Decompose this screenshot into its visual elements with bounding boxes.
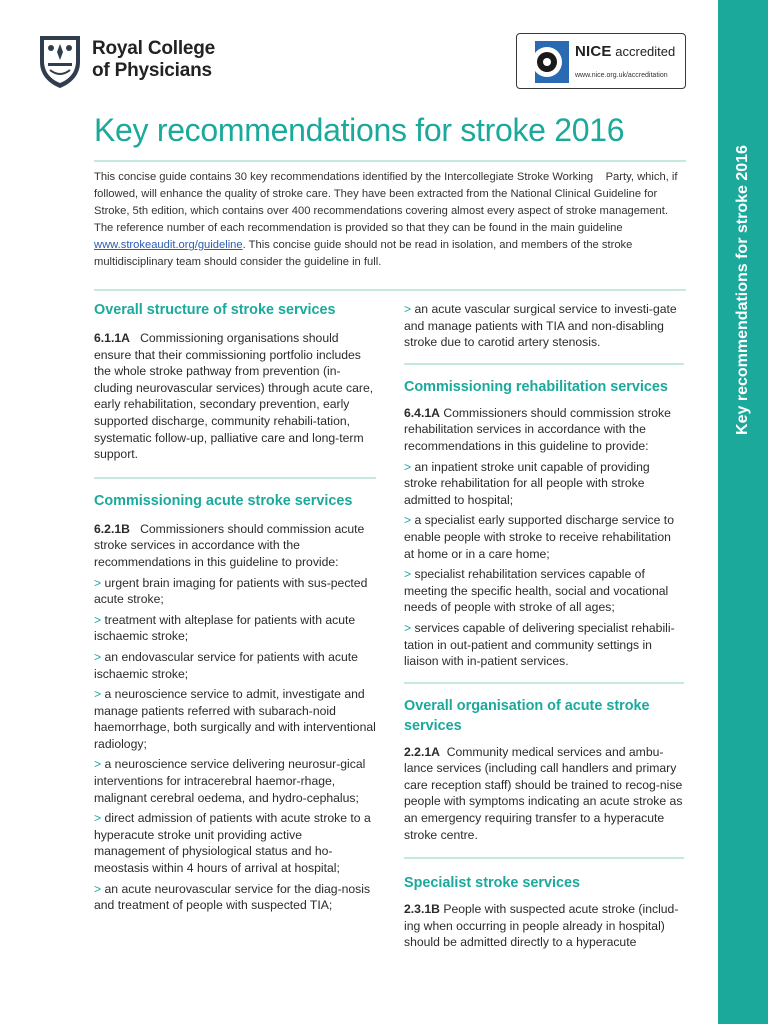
list-item: > services capable of delivering specialist rehabili-tation in out-patient and community settings in liaison with in-patient services.: [404, 620, 675, 669]
rec-text: Commissioning organisations should ensure that their commissioning portfolio includes the whole stroke pathway from prevention (in-cluding neurovascular services) through acute care, early rehabilitation, secondary prevention, early supported discharge, community rehabili-tation, systematic follow-up, palliative care and long-term support.: [94, 331, 374, 462]
section-heading-specialist: Specialist stroke services: [404, 875, 580, 892]
recommendation-6-1-1a: [94, 330, 376, 463]
list-item: > urgent brain imaging for patients with sus-pected acute stroke;: [94, 575, 368, 607]
section-divider: [404, 682, 684, 684]
arrow-icon: >: [94, 612, 102, 627]
intro-divider: [94, 289, 686, 291]
recommendation-2-2-1a: [404, 744, 684, 844]
intro-paragraph: [94, 169, 686, 271]
section-heading-acute-organisation: Overall organisation of acute stroke services: [404, 697, 650, 734]
logo-line-1: Royal College: [92, 38, 216, 59]
section-heading-acute-commissioning: Commissioning acute stroke services: [94, 492, 353, 509]
right-column: [404, 301, 684, 951]
nice-accreditation-badge: [516, 33, 686, 89]
accreditation-url: www.nice.org.uk/accreditation: [575, 72, 668, 79]
left-column: [94, 300, 376, 914]
logo-line-2: of Physicians: [92, 60, 212, 81]
arrow-icon: >: [404, 567, 412, 582]
intro-text-end: . This concise guide should not be read in isolation, and members of the stroke multidisciplinary team should consider the guideline in full.: [94, 239, 633, 268]
list-item: > direct admission of patients with acute stroke to a hyperacute stroke unit providing active management of physiological status and ho-meostasis within 4 hours of arrival at hospital;: [94, 811, 371, 876]
rec-text: Commissioners should commission acute stroke services in accordance with the recommendations in this guideline to provide:: [94, 521, 365, 569]
nice-word: NICE: [575, 43, 612, 60]
list-item: > treatment with alteplase for patients with acute ischaemic stroke;: [94, 612, 356, 644]
list-item: > an inpatient stroke unit capable of providing stroke rehabilitation for all people with stroke admitted to hospital;: [404, 459, 650, 507]
rec-code: 2.3.1B: [404, 902, 440, 917]
arrow-icon: >: [404, 513, 412, 528]
rec-code: 6.4.1A: [404, 405, 440, 420]
arrow-icon: >: [94, 687, 102, 702]
section-divider: [404, 857, 684, 859]
crest-icon: [36, 30, 84, 90]
section-divider: [404, 363, 684, 365]
list-item: > an acute neurovascular service for the diag-nosis and treatment of people with suspected TIA;: [94, 881, 371, 913]
list-item: > a neuroscience service delivering neurosur-gical interventions for intracerebral haemor-rhage, malignant cerebral oedema, and hydro-cephalus;: [94, 757, 366, 805]
arrow-icon: >: [94, 881, 102, 896]
accredited-word: accredited: [615, 44, 676, 59]
arrow-icon: >: [94, 811, 102, 826]
recommendation-6-2-1b: [94, 521, 376, 571]
rec-text: Commissioners should commission stroke rehabilitation services in accordance with the recommendations in this guideline to provide:: [404, 405, 671, 453]
rcp-logo: [36, 30, 215, 90]
arrow-icon: >: [94, 757, 102, 772]
intro-text: This concise guide contains 30 key recommendations identified by the Intercollegiate Stroke Working Party, which, if followed, will enhance the quality of stroke care. They have been extracted from the National Clinical Guideline for Stroke, 5th edition, which contains over 400 recommendations covering almost every aspect of stroke management. The reference number of each recommendation is provided so that they can be found in the main guideline: [94, 171, 678, 234]
title-divider: [94, 160, 686, 162]
list-item: > specialist rehabilitation services capable of meeting the specific health, social and vocational needs of people with stroke of all ages;: [404, 567, 669, 615]
list-item: > an acute vascular surgical service to investi-gate and manage patients with TIA and non-disabling stroke due to carotid artery stenosis.: [404, 302, 677, 350]
sidebar-title: Key recommendations for stroke 2016: [734, 145, 751, 435]
nice-accreditation-icon: [525, 41, 569, 83]
guideline-link[interactable]: www.strokeaudit.org/guideline: [94, 239, 243, 251]
section-heading-overall-structure: Overall structure of stroke services: [94, 302, 336, 318]
arrow-icon: >: [94, 649, 102, 664]
sidebar-band: [718, 0, 768, 1024]
list-item: > an endovascular service for patients with acute ischaemic stroke;: [94, 649, 358, 681]
arrow-icon: >: [94, 575, 102, 590]
arrow-icon: >: [404, 459, 412, 474]
list-item: > a specialist early supported discharge service to enable people with stroke to receive rehabilitation at home or in a care home;: [404, 513, 674, 561]
arrow-icon: >: [404, 620, 412, 635]
rec-text: People with suspected acute stroke (includ-ing when occurring in people already in hospital) should be admitted directly to a hyperacute: [404, 902, 679, 950]
section-heading-rehab-commissioning: Commissioning rehabilitation services: [404, 378, 668, 395]
rec-code: 2.2.1A: [404, 744, 440, 759]
rec-code: 6.1.1A: [94, 331, 130, 345]
section-divider: [94, 477, 376, 479]
page-title: Key recommendations for stroke 2016: [94, 112, 625, 148]
recommendation-2-3-1b: [404, 901, 684, 951]
list-item: > a neuroscience service to admit, investigate and manage patients referred with subarach-noid haemorrhage, both surgically and with interventional radiology;: [94, 687, 376, 751]
arrow-icon: >: [404, 302, 412, 316]
rec-code: 6.2.1B: [94, 521, 130, 536]
recommendation-6-4-1a: [404, 405, 684, 455]
rec-text: Community medical services and ambu-lance services (including call handlers and primary care reception staff) should be trained to recog-nise people with symptoms indicating an acute stroke as an emergency requiring transfer to a hyperacute stroke centre.: [404, 744, 683, 842]
